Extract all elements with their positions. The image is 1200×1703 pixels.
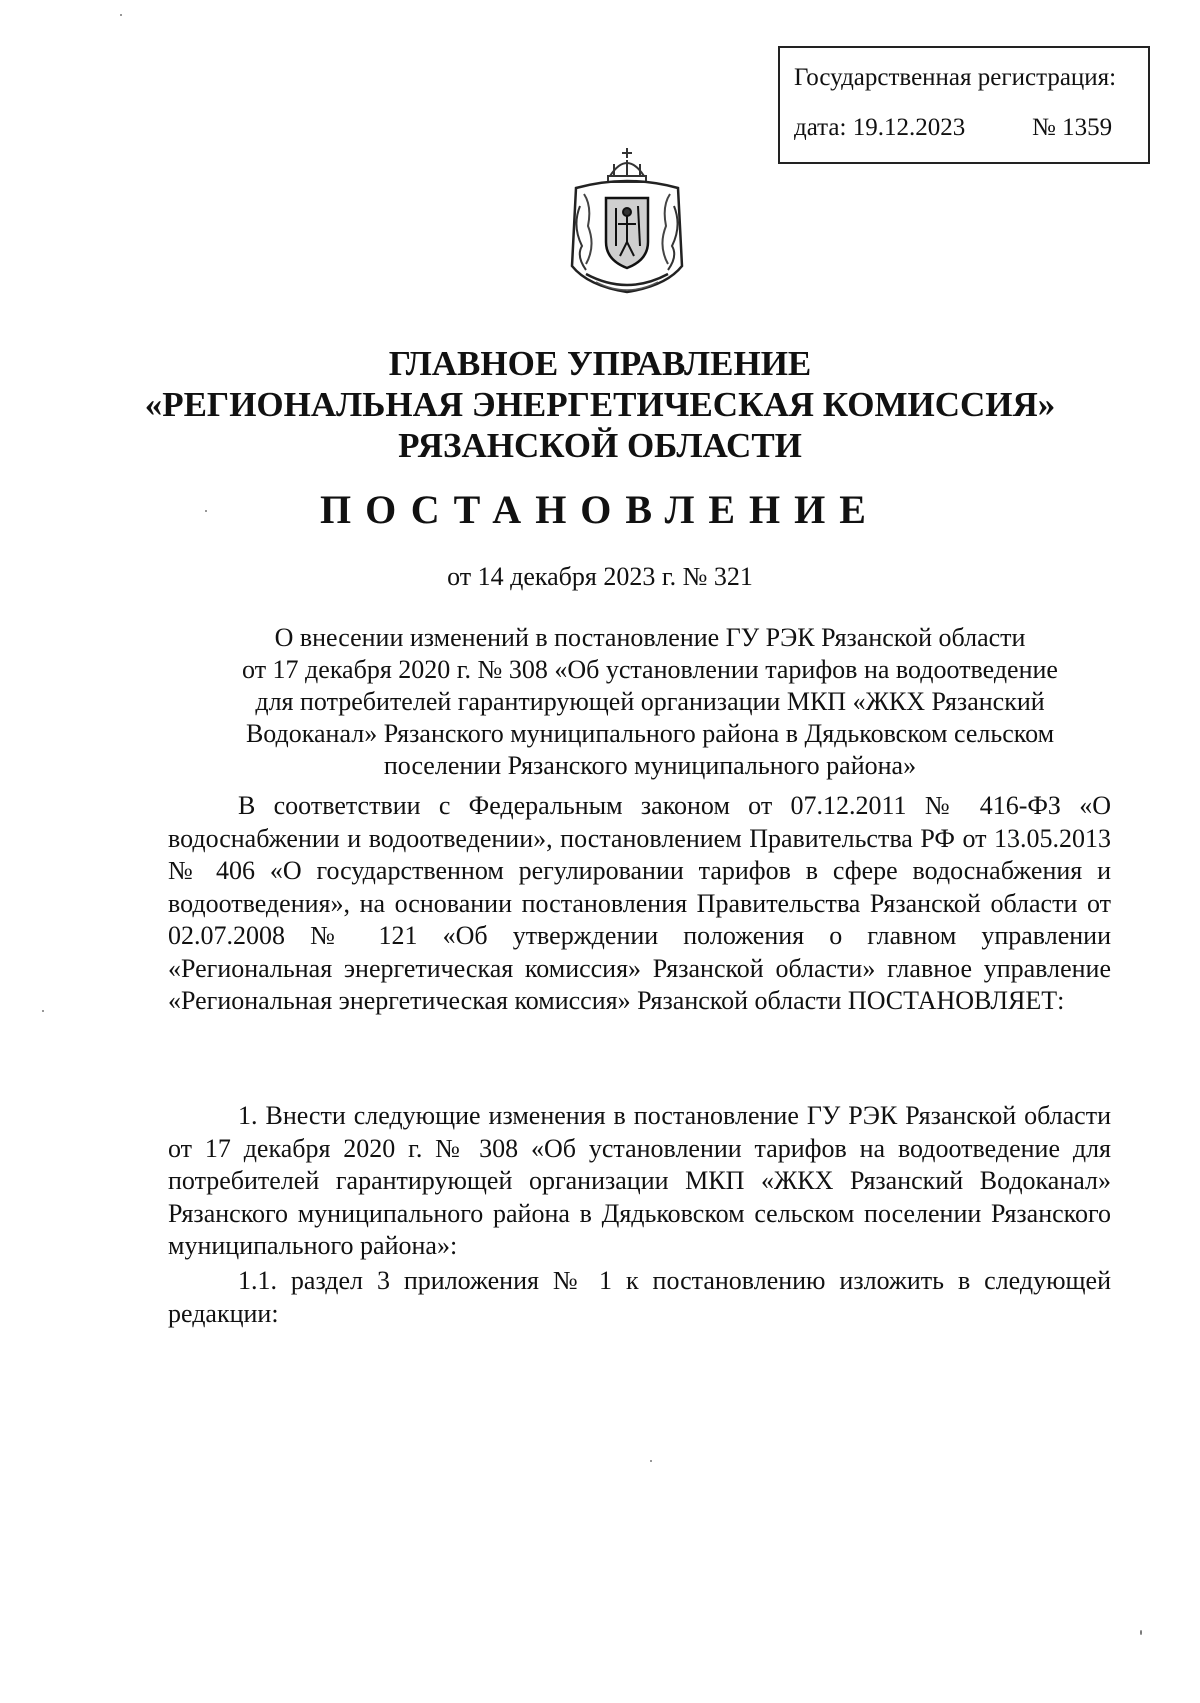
scan-speck: [205, 510, 207, 512]
registration-date: дата: 19.12.2023: [794, 114, 966, 141]
coat-of-arms-icon: [566, 146, 688, 296]
subject-line-3: для потребителей гарантирующей организации МКП «ЖКХ Рязанский: [255, 687, 1045, 716]
document-subject: [200, 622, 1100, 782]
scan-speck: [42, 1010, 44, 1012]
item-1-1-text: 1.1. раздел 3 приложения № 1 к постановлению изложить в следующей редакции:: [168, 1266, 1111, 1328]
registration-number: № 1359: [1032, 114, 1113, 141]
body-paragraph-preamble: [168, 790, 1111, 1018]
scan-speck: [120, 14, 122, 16]
subject-line-5: поселении Рязанского муниципального района»: [383, 751, 917, 780]
agency-title-line-3: РЯЗАНСКОЙ ОБЛАСТИ: [398, 426, 802, 465]
document-type: ПОСТАНОВЛЕНИЕ: [320, 487, 880, 532]
registration-stamp: [778, 46, 1150, 164]
agency-title-line-2: «РЕГИОНАЛЬНАЯ ЭНЕРГЕТИЧЕСКАЯ КОМИССИЯ»: [144, 385, 1056, 424]
body-paragraph-item-1-1: [168, 1265, 1111, 1330]
agency-title-line-1: ГЛАВНОЕ УПРАВЛЕНИЕ: [388, 344, 812, 383]
item-1-text: 1. Внести следующие изменения в постановление ГУ РЭК Рязанской области от 17 декабря 2020 г. № 308 «Об установлении тарифов на водоотведение для потребителей гарантирующей организации МКП «ЖКХ Рязанский Водоканал» Рязанского муниципального района в Дядьковском сельском поселении Рязанского муниципального района»:: [168, 1101, 1111, 1260]
preamble-text: В соответствии с Федеральным законом от 07.12.2011 № 416-ФЗ «О водоснабжении и водоотведении», постановлением Правительства РФ от 13.05.2013 № 406 «О государственном регулировании тарифов в сфере водоснабжения и водоотведения», на основании постановления Правительства Рязанской области от 02.07.2008 № 121 «Об утверждении положения о главном управлении «Региональная энергетическая комиссия» Рязанской области» главное управление «Региональная энергетическая комиссия» Рязанской области ПОСТАНОВЛЯЕТ:: [168, 791, 1111, 1015]
subject-line-2: от 17 декабря 2020 г. № 308 «Об установлении тарифов на водоотведение: [242, 655, 1058, 684]
registration-title: Государственная регистрация:: [794, 64, 1117, 91]
scan-speck: [1140, 1630, 1142, 1635]
body-paragraph-item-1: [168, 1100, 1111, 1263]
subject-line-1: О внесении изменений в постановление ГУ РЭК Рязанской области: [274, 623, 1026, 652]
subject-line-4: Водоканал» Рязанского муниципального района в Дядьковском сельском: [245, 719, 1055, 748]
scan-speck: [650, 1460, 652, 1462]
document-date-number: от 14 декабря 2023 г. № 321: [447, 562, 753, 591]
